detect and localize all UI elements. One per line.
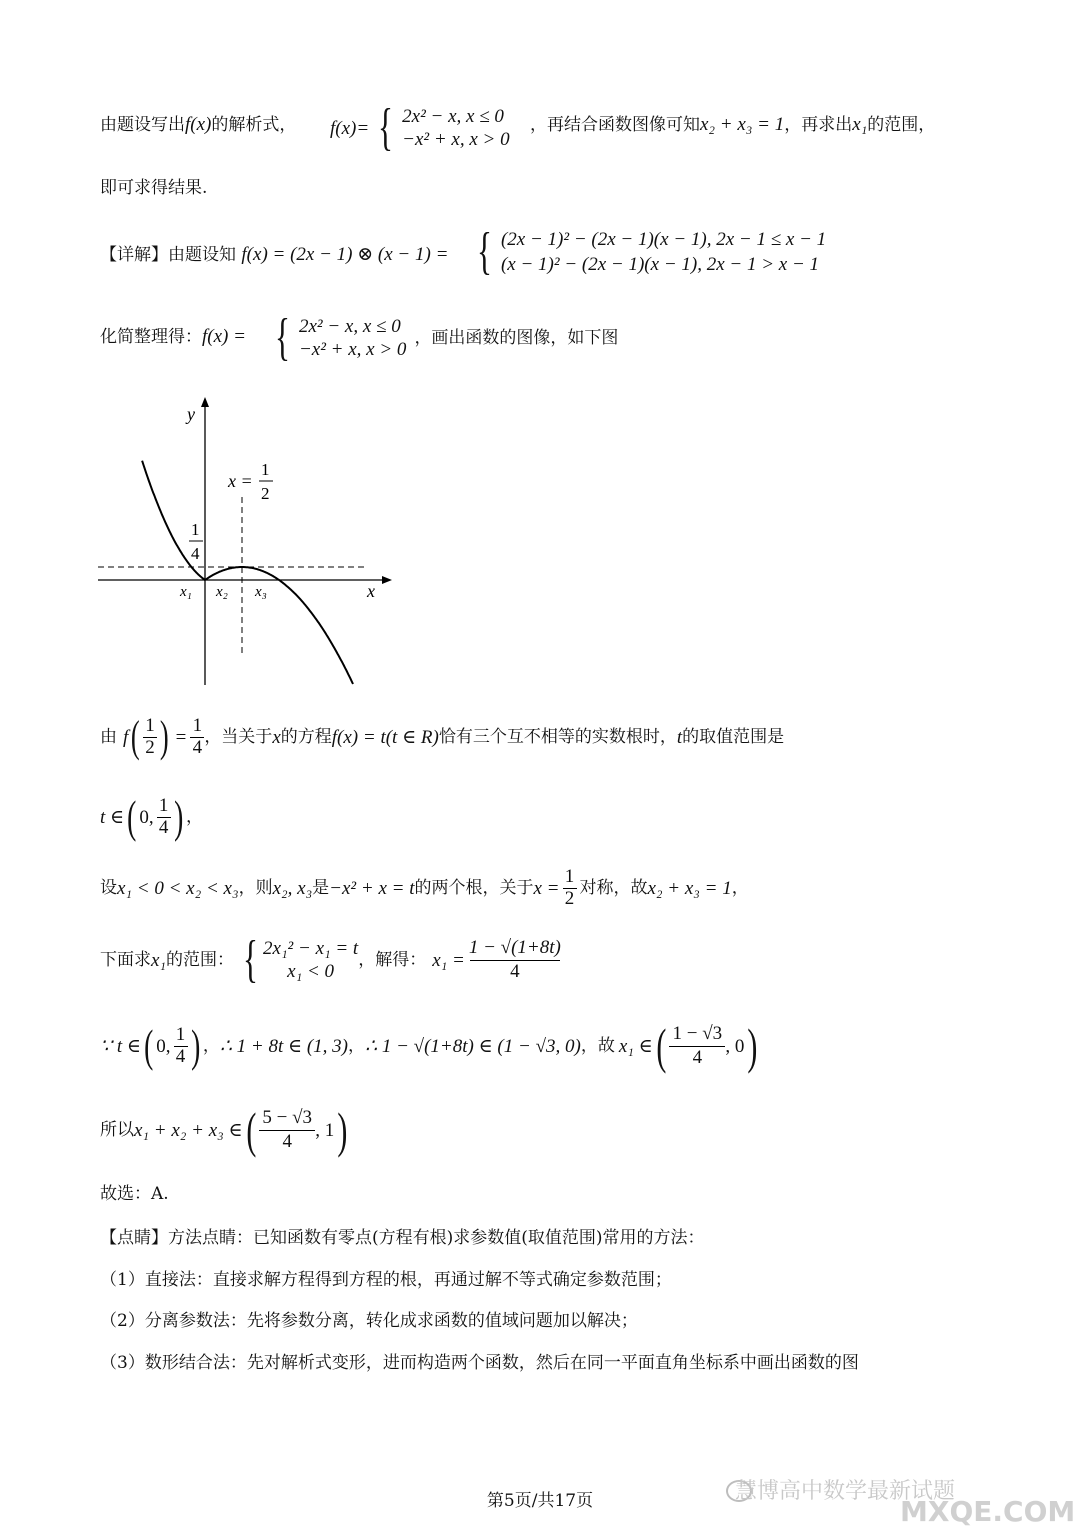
x-axis-label: x bbox=[367, 581, 375, 601]
watermark-brand: 慧博高中数学最新试题 bbox=[735, 1479, 956, 1504]
math-ineq: x₁ < 0 < x₂ < x₃ bbox=[117, 877, 239, 899]
vline-label: x = bbox=[228, 471, 253, 491]
text: ， bbox=[186, 806, 203, 827]
text: ，画出函数的图像，如下图 bbox=[414, 327, 619, 348]
watermark-site: MXQE.COM bbox=[900, 1495, 1076, 1528]
y-axis-arrow bbox=[201, 397, 209, 407]
text: ，解得： bbox=[358, 949, 427, 970]
frac-num: 1 − √(1+8t) bbox=[468, 936, 561, 958]
function-graph bbox=[95, 395, 405, 690]
text: 由 bbox=[100, 726, 117, 747]
text: 即可求得结果. bbox=[100, 178, 208, 198]
simplified-paragraph bbox=[100, 327, 246, 346]
case-1: (2x − 1)² − (2x − 1)(x − 1), 2x − 1 ≤ x − 1 bbox=[500, 229, 827, 250]
case-2: −x² + x, x > 0 bbox=[298, 339, 407, 360]
math-f: f bbox=[123, 726, 129, 748]
math-x1: x₁ bbox=[852, 114, 868, 135]
text: 的方程 bbox=[280, 726, 332, 747]
answer-line bbox=[100, 1186, 169, 1203]
text: 是 bbox=[312, 877, 330, 898]
case-2: (x − 1)² − (2x − 1)(x − 1), 2x − 1 > x − 1 bbox=[500, 254, 820, 275]
math-x: x bbox=[272, 726, 281, 748]
tail: , 0 bbox=[725, 1035, 745, 1057]
math-fx-eq: f(x)= bbox=[330, 117, 370, 139]
right-paren: ) bbox=[190, 1020, 200, 1071]
left-paren: ( bbox=[127, 791, 137, 842]
method-tip-heading bbox=[100, 1230, 705, 1247]
text: ，则 bbox=[238, 877, 273, 898]
text: ， bbox=[202, 1035, 220, 1056]
brace: { bbox=[378, 99, 394, 156]
right-paren: ) bbox=[747, 1018, 758, 1074]
frac-den: 2 bbox=[564, 887, 575, 909]
text: ， bbox=[348, 1035, 366, 1056]
operator-piecewise bbox=[472, 224, 826, 280]
case-2: −x² + x, x > 0 bbox=[402, 129, 510, 150]
math-sum: x₂ + x₃ = 1 bbox=[647, 877, 732, 899]
math-because: ∵ t ∈ bbox=[100, 1035, 141, 1057]
tail: , 1 bbox=[315, 1119, 335, 1141]
text: 的解析式， bbox=[211, 115, 297, 135]
right-paren: ) bbox=[337, 1102, 348, 1158]
detail-paragraph bbox=[100, 245, 448, 264]
intro-paragraph bbox=[100, 115, 296, 134]
left-paren: ( bbox=[144, 1020, 154, 1071]
math-sum-in: x₁ + x₂ + x₃ ∈ bbox=[134, 1119, 243, 1141]
sum-range-paragraph bbox=[100, 1102, 351, 1158]
equals: = bbox=[175, 726, 187, 748]
math-x1-eq: x₁ = bbox=[432, 949, 465, 971]
frac-num: 1 bbox=[175, 1023, 186, 1045]
function-curve bbox=[142, 461, 353, 684]
math-t: t bbox=[676, 726, 683, 748]
range-paragraph bbox=[100, 712, 784, 762]
x-axis-arrow bbox=[382, 576, 392, 584]
zero: 0, bbox=[139, 806, 154, 828]
math-equation: f(x) = t(t ∈ R) bbox=[331, 726, 439, 748]
math-therefore-2: ∴ 1 − √(1+8t) ∈ (1 − √3, 0) bbox=[365, 1035, 581, 1057]
system-eq-2: x₁ < 0 bbox=[287, 961, 335, 982]
math-fx-eq: f(x) = bbox=[202, 326, 246, 347]
page-label: 第5页/共17页 bbox=[486, 1491, 594, 1511]
text: 由题设知 bbox=[168, 245, 236, 265]
math-therefore-1: ∴ 1 + 8t ∈ (1, 3) bbox=[219, 1035, 349, 1057]
frac-num: 1 − √3 bbox=[672, 1022, 723, 1044]
math-roots: x₂, x₃ bbox=[272, 877, 313, 899]
left-paren: ( bbox=[131, 712, 141, 761]
text: 故选：A. bbox=[100, 1184, 169, 1204]
math-x1-in: x₁ ∈ bbox=[618, 1035, 653, 1057]
text: 设 bbox=[100, 877, 117, 898]
x1-label: x₁ bbox=[180, 584, 192, 600]
intro-paragraph-cont bbox=[530, 115, 935, 134]
t-range bbox=[100, 792, 203, 842]
math-t-in: t ∈ bbox=[100, 806, 125, 828]
x3-label: x₃ bbox=[255, 584, 267, 600]
text: （2）分离参数法：先将参数分离，转化成求函数的值域问题加以解决； bbox=[100, 1311, 638, 1331]
zero: 0, bbox=[156, 1035, 171, 1057]
text: 所以 bbox=[100, 1119, 134, 1140]
x2-label: x₂ bbox=[216, 584, 228, 600]
frac-den: 4 bbox=[692, 1046, 703, 1068]
math-sum: x₂ + x₃ = 1 bbox=[700, 114, 785, 135]
text: 的取值范围是 bbox=[682, 726, 785, 747]
method-1 bbox=[100, 1272, 672, 1289]
text: 对称，故 bbox=[579, 877, 648, 898]
math-eq: −x² + x = t bbox=[329, 877, 415, 899]
x1-range-paragraph bbox=[100, 930, 561, 990]
text: ，再求出 bbox=[784, 115, 853, 135]
quarter-num: 1 bbox=[192, 714, 203, 736]
left-paren: ( bbox=[656, 1018, 667, 1074]
text: ， bbox=[731, 877, 749, 898]
text: （1）直接法：直接求解方程得到方程的根，再通过解不等式确定参数范围； bbox=[100, 1270, 672, 1290]
math-operator-def: f(x) = (2x − 1) ⊗ (x − 1) = bbox=[241, 244, 449, 265]
case-1: 2x² − x, x ≤ 0 bbox=[298, 316, 401, 337]
intro-conclusion bbox=[100, 180, 207, 197]
frac-num: 5 − √3 bbox=[262, 1106, 313, 1128]
frac-num: 1 bbox=[158, 794, 169, 816]
text: （3）数形结合法：先对解析式变形，进而构造两个函数，然后在同一平面直角坐标系中画出函数的图 bbox=[100, 1353, 859, 1373]
frac-den: 4 bbox=[282, 1130, 292, 1152]
text: ，再结合函数图像可知 bbox=[530, 115, 700, 135]
brace: { bbox=[243, 931, 259, 988]
quarter-den: 4 bbox=[192, 736, 203, 758]
frac-num: 1 bbox=[564, 865, 575, 887]
half-den: 2 bbox=[145, 736, 155, 758]
case-1: 2x² − x, x ≤ 0 bbox=[402, 106, 504, 127]
text: 的范围： bbox=[166, 949, 235, 970]
roots-paragraph bbox=[100, 863, 749, 913]
frac-den: 4 bbox=[175, 1045, 186, 1067]
vline-numerator: 1 bbox=[261, 460, 270, 479]
hline-numerator: 1 bbox=[191, 520, 200, 539]
detail-tag: 【详解】 bbox=[100, 245, 168, 265]
piecewise-definition bbox=[330, 100, 510, 156]
text: 的范围， bbox=[867, 115, 936, 135]
right-paren: ) bbox=[173, 791, 183, 842]
frac-den: 4 bbox=[158, 816, 169, 838]
simplified-piecewise bbox=[270, 310, 618, 366]
brace: { bbox=[476, 223, 492, 280]
deduction-paragraph bbox=[100, 1018, 761, 1074]
half-num: 1 bbox=[145, 714, 155, 736]
math-x-eq: x = bbox=[533, 877, 560, 899]
text: ，当关于 bbox=[204, 726, 273, 747]
right-paren: ) bbox=[159, 712, 169, 761]
y-axis-label: y bbox=[187, 404, 195, 424]
text: 下面求 bbox=[100, 949, 151, 970]
vline-denominator: 2 bbox=[261, 484, 270, 503]
text: 【点睛】方法点睛：已知函数有零点(方程有根)求参数值(取值范围)常用的方法： bbox=[100, 1228, 705, 1248]
text: 的两个根，关于 bbox=[414, 877, 534, 898]
text: 恰有三个互不相等的实数根时， bbox=[438, 726, 677, 747]
math-fx: f(x) bbox=[185, 114, 212, 135]
text: 化简整理得： bbox=[100, 327, 202, 347]
left-paren: ( bbox=[245, 1102, 256, 1158]
text: 由题设写出 bbox=[100, 115, 185, 135]
text: ，故 bbox=[580, 1035, 615, 1056]
method-2 bbox=[100, 1313, 638, 1330]
hline-denominator: 4 bbox=[191, 544, 200, 563]
system-eq-1: 2x₁² − x₁ = t bbox=[263, 938, 359, 959]
method-3 bbox=[100, 1355, 859, 1372]
brace: { bbox=[274, 309, 290, 366]
math-x1: x₁ bbox=[151, 949, 167, 971]
frac-den: 4 bbox=[510, 960, 520, 982]
